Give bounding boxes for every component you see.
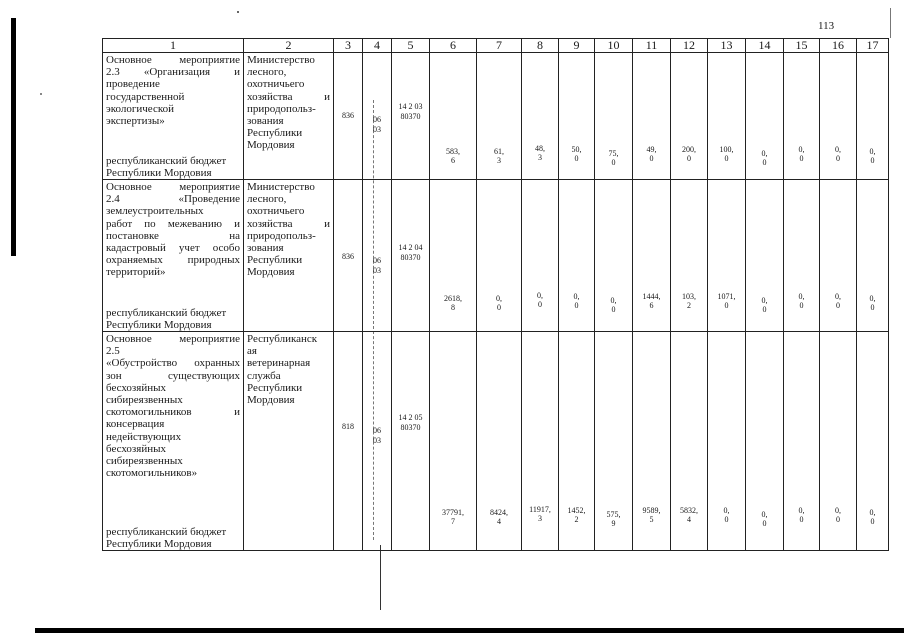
value-cell: [708, 53, 746, 180]
grbs-code: 818: [342, 422, 354, 431]
value-text: 0, 0: [761, 296, 768, 314]
executor-line: Республиканск: [247, 333, 318, 345]
page-number: 113: [818, 20, 835, 32]
measure-line: 2.4 «Проведение: [106, 193, 240, 206]
executor-line: природопольз-: [247, 102, 316, 115]
executor-cell: [244, 332, 334, 551]
measure-line: экспертизы»: [106, 115, 165, 128]
value-text: 75, 0: [608, 149, 619, 167]
budget-source-line: Республики Мордовия: [106, 537, 212, 550]
value-cell: [522, 332, 559, 551]
value-cell: [708, 180, 746, 332]
executor-line: Мордовия: [247, 266, 295, 279]
value-text: 50, 0: [571, 145, 582, 163]
value-cell: [746, 332, 784, 551]
executor-line: лесного,: [247, 193, 287, 206]
value-text: 0, 0: [573, 292, 580, 310]
csr-code: 14 2 04: [398, 243, 423, 252]
value-cell: [477, 53, 522, 180]
measure-line: территорий»: [106, 266, 166, 279]
measure-line: охраняемых природных: [106, 254, 240, 267]
csr-cell: [392, 53, 430, 180]
executor-line: Министерство: [247, 54, 315, 66]
header-cell: 6: [430, 39, 477, 53]
grbs-code: 836: [342, 252, 354, 261]
value-cell: [595, 53, 633, 180]
measure-line: землеустроительных: [106, 205, 204, 218]
rzpr-code: 06: [373, 256, 381, 265]
value-text: 0, 0: [610, 296, 617, 314]
executor-line: ая: [247, 345, 257, 358]
measure-line: скотомогильников»: [106, 467, 198, 480]
measure-cell: [103, 332, 244, 551]
value-cell: [746, 53, 784, 180]
value-cell: [633, 53, 671, 180]
executor-line: лесного,: [247, 66, 287, 79]
value-cell: [559, 332, 595, 551]
executor-line: Республики: [247, 127, 303, 140]
value-text: 1444, 6: [642, 292, 661, 310]
executor-line: Мордовия: [247, 139, 295, 152]
header-cell: 4: [363, 39, 392, 53]
executor-line: охотничьего: [247, 205, 305, 218]
measure-line: постановке на: [106, 229, 240, 242]
measure-line: консервация: [106, 418, 165, 431]
value-text: 0, 0: [869, 508, 876, 526]
measure-cell: [103, 53, 244, 180]
csr-cell: [392, 180, 430, 332]
measure-line: экологической: [106, 102, 174, 115]
value-cell: [857, 180, 889, 332]
measure-line: зон существующих: [106, 369, 240, 382]
measure-line: работ по межеванию и: [106, 217, 240, 230]
budget-source-line: Республики Мордовия: [106, 318, 212, 331]
scan-artifact-line: [380, 545, 381, 610]
value-cell: [820, 180, 857, 332]
rzpr-code: 03: [373, 436, 381, 445]
executor-line: Мордовия: [247, 394, 295, 407]
value-cell: [522, 180, 559, 332]
rzpr-code: 03: [373, 266, 381, 275]
executor-line: Республики: [247, 254, 303, 267]
value-cell: [633, 180, 671, 332]
header-cell: 1: [103, 39, 244, 53]
executor-cell: [244, 53, 334, 180]
header-cell: 7: [477, 39, 522, 53]
scan-speck: [40, 93, 42, 95]
value-text: 48, 3: [535, 144, 545, 162]
header-cell: 2: [244, 39, 334, 53]
value-text: 1452, 2: [567, 506, 586, 524]
value-cell: [784, 53, 820, 180]
executor-line: зования: [247, 115, 284, 128]
grbs-cell: [334, 180, 363, 332]
value-text: 0, 0: [835, 292, 841, 310]
measure-line: Основное мероприятие: [106, 181, 240, 193]
value-text: 0, 0: [869, 294, 876, 312]
value-cell: [559, 180, 595, 332]
value-text: 5832, 4: [680, 506, 698, 524]
executor-line: охотничьего: [247, 78, 305, 91]
table-row: [103, 180, 889, 332]
measure-line: бесхозяйных: [106, 381, 166, 394]
rzpr-cell: [363, 180, 392, 332]
budget-source-line: республиканский бюджет: [106, 306, 227, 319]
value-cell: [820, 332, 857, 551]
header-cell: 13: [708, 39, 746, 53]
executor-line: природопольз-: [247, 229, 316, 242]
rzpr-code: 06: [373, 426, 381, 435]
header-row: [103, 39, 889, 53]
value-text: 0, 0: [537, 291, 543, 309]
measure-line: Основное мероприятие: [106, 333, 240, 345]
value-text: 61, 3: [494, 147, 504, 165]
executor-line: служба: [247, 369, 281, 382]
value-text: 200, 0: [682, 145, 696, 163]
measure-line: сибиреязвенных: [106, 455, 183, 468]
scan-bottom-bar: [35, 628, 904, 633]
measure-line: кадастровый учет особо: [106, 242, 240, 255]
value-text: 575, 9: [606, 510, 621, 528]
executor-line: Республики: [247, 381, 303, 394]
header-cell: 3: [334, 39, 363, 53]
measure-line: 2.3 «Организация и: [106, 66, 240, 79]
header-cell: 5: [392, 39, 430, 53]
value-text: 103, 2: [682, 292, 696, 310]
value-text: 0, 0: [835, 506, 841, 524]
header-cell: 16: [820, 39, 857, 53]
grbs-cell: [334, 53, 363, 180]
measure-line: сибиреязвенных: [106, 394, 183, 407]
value-cell: [784, 332, 820, 551]
executor-cell: [244, 180, 334, 332]
value-cell: [820, 53, 857, 180]
value-cell: [522, 53, 559, 180]
executor-line: ветеринарная: [247, 357, 311, 370]
value-cell: [595, 332, 633, 551]
rzpr-code: 06: [373, 115, 381, 124]
executor-line: Министерство: [247, 181, 315, 193]
header-cell: 10: [595, 39, 633, 53]
value-text: 0, 0: [798, 292, 805, 310]
header-cell: 11: [633, 39, 671, 53]
csr-code: 14 2 03: [398, 102, 423, 111]
value-text: 11917, 3: [529, 505, 551, 523]
executor-line: хозяйства и: [247, 217, 330, 230]
value-text: 0, 0: [496, 294, 502, 312]
value-text: 9589, 5: [642, 506, 661, 524]
value-text: 0, 0: [798, 145, 805, 163]
value-text: 0, 0: [835, 145, 841, 163]
value-text: 0, 0: [761, 510, 768, 528]
measure-line: «Обустройство охранных: [106, 357, 240, 370]
value-cell: [595, 180, 633, 332]
value-cell: [671, 332, 708, 551]
rzpr-code: 03: [373, 125, 381, 134]
rzpr-cell: [363, 53, 392, 180]
executor-line: хозяйства и: [247, 90, 330, 103]
value-cell: [857, 332, 889, 551]
header-cell: 12: [671, 39, 708, 53]
value-text: 37791, 7: [442, 508, 464, 526]
executor-line: зования: [247, 242, 284, 255]
value-cell: [477, 332, 522, 551]
csr-cell: [392, 332, 430, 551]
value-text: 0, 0: [761, 149, 768, 167]
value-cell: [746, 180, 784, 332]
value-text: 1071, 0: [717, 292, 736, 310]
value-cell: [784, 180, 820, 332]
measure-line: скотомогильников и: [106, 406, 240, 419]
value-text: 0, 0: [798, 506, 805, 524]
value-cell: [708, 332, 746, 551]
measure-cell: [103, 180, 244, 332]
scan-edge-line: [890, 8, 891, 38]
table-row: [103, 53, 889, 180]
value-cell: [477, 180, 522, 332]
budget-source-line: Республики Мордовия: [106, 166, 212, 179]
header-cell: 15: [784, 39, 820, 53]
grbs-cell: [334, 332, 363, 551]
scan-speck: [237, 11, 239, 13]
rzpr-cell: [363, 332, 392, 551]
csr-code: 80370: [400, 112, 421, 121]
value-text: 2618, 8: [444, 294, 462, 312]
measure-line: бесхозяйных: [106, 442, 166, 455]
value-text: 8424, 4: [490, 508, 508, 526]
value-cell: [671, 180, 708, 332]
header-cell: 14: [746, 39, 784, 53]
value-text: 0, 0: [723, 506, 730, 524]
header-cell: 17: [857, 39, 889, 53]
budget-source-line: республиканский бюджет: [106, 154, 227, 167]
measure-line: недействующих: [106, 430, 182, 443]
value-text: 0, 0: [869, 147, 876, 165]
measure-line: государственной: [106, 90, 185, 103]
measure-line: проведение: [106, 78, 160, 91]
value-cell: [857, 53, 889, 180]
value-text: 100, 0: [719, 145, 734, 163]
header-cell: 9: [559, 39, 595, 53]
value-text: 583, 6: [446, 147, 460, 165]
value-cell: [633, 332, 671, 551]
value-cell: [671, 53, 708, 180]
value-text: 49, 0: [646, 145, 657, 163]
header-cell: 8: [522, 39, 559, 53]
csr-code: 14 2 05: [398, 413, 423, 422]
value-cell: [430, 180, 477, 332]
value-cell: [559, 53, 595, 180]
budget-source-line: республиканский бюджет: [106, 525, 227, 538]
table-row: [103, 332, 889, 551]
scan-margin-bar: [11, 18, 16, 256]
csr-code: 80370: [400, 423, 421, 432]
measure-line: Основное мероприятие: [106, 54, 240, 66]
budget-table: [102, 38, 889, 551]
value-cell: [430, 332, 477, 551]
measure-line: 2.5: [106, 345, 120, 358]
csr-code: 80370: [400, 253, 421, 262]
value-cell: [430, 53, 477, 180]
grbs-code: 836: [342, 111, 354, 120]
